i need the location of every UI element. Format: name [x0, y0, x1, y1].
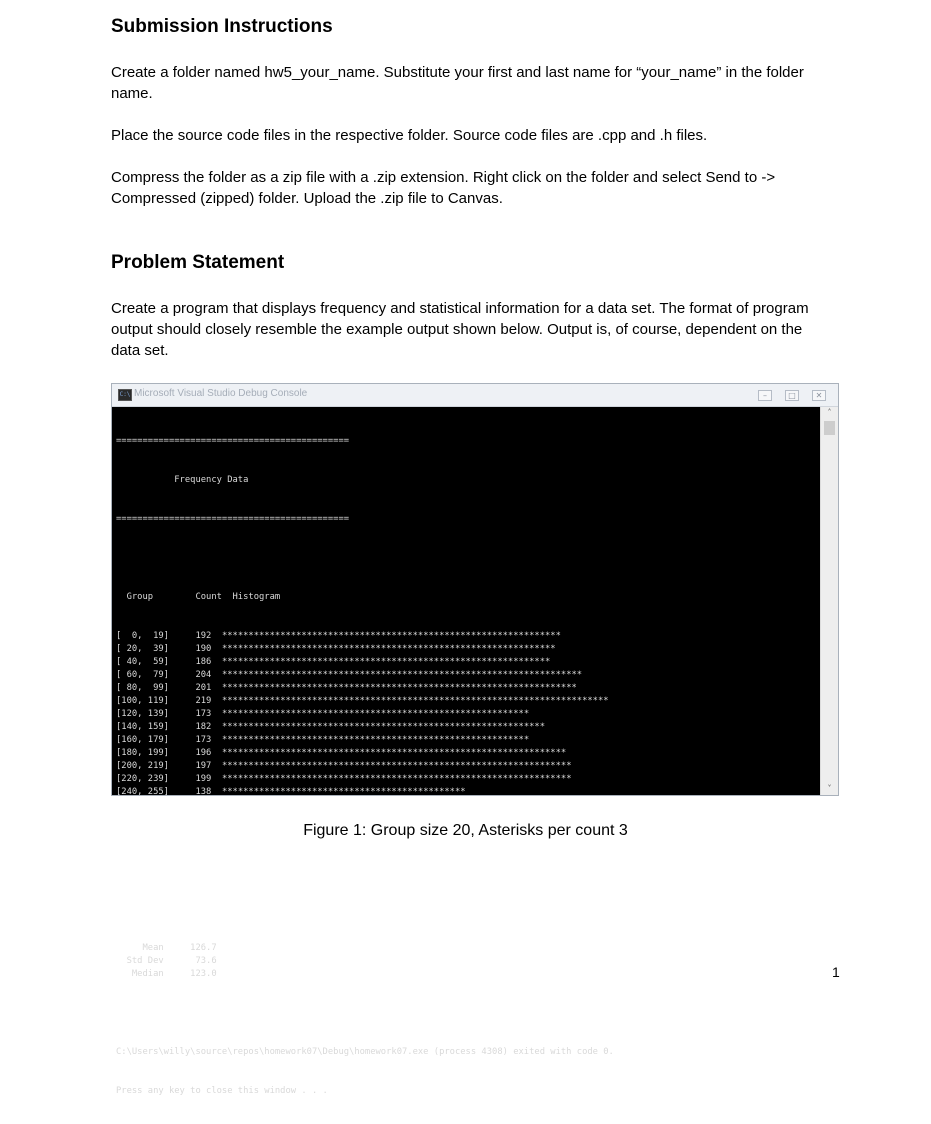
- statistic-value: 126.7: [190, 943, 217, 953]
- maximize-icon[interactable]: □: [785, 390, 799, 401]
- group-count: 192: [195, 631, 212, 641]
- group-range: [ 60, 79]: [116, 670, 169, 680]
- console-header-line: Group Count Histogram: [116, 592, 281, 602]
- histogram-bar: ******************************************************************: [221, 774, 572, 784]
- histogram-row: [116, 682, 816, 695]
- group-count: 173: [195, 735, 212, 745]
- group-count: 138: [195, 787, 212, 797]
- histogram-bar: **********************************************: [221, 787, 466, 797]
- group-range: [ 40, 59]: [116, 657, 169, 667]
- group-range: [220, 239]: [116, 774, 169, 784]
- submission-paragraph-source: Place the source code files in the respective folder. Source code files are .cpp and .h files.: [111, 127, 708, 144]
- group-range: [ 20, 39]: [116, 644, 169, 654]
- page-number: 1: [832, 964, 840, 980]
- console-scrollbar[interactable]: [820, 407, 838, 795]
- statistic-value: 73.6: [190, 956, 217, 966]
- problem-heading: Problem Statement: [111, 252, 285, 273]
- histogram-row: [116, 721, 816, 734]
- console-titlebar[interactable]: [112, 384, 838, 407]
- group-range: [140, 159]: [116, 722, 169, 732]
- histogram-row: [116, 669, 816, 682]
- group-range: [ 0, 19]: [116, 631, 169, 641]
- histogram-bar: ****************************************************************: [221, 631, 561, 641]
- histogram-bar: **********************************************************: [221, 735, 530, 745]
- statistic-row: [116, 942, 816, 955]
- minimize-icon[interactable]: –: [758, 390, 772, 401]
- group-count: 197: [195, 761, 212, 771]
- histogram-row: [116, 656, 816, 669]
- console-prompt-line: Press any key to close this window . . .: [116, 1086, 328, 1096]
- submission-paragraph-compress: Compress the folder as a zip file with a .zip extension. Right click on the folder and select Send to -> Compressed (zipped) folder. Upload the .zip file to Canvas.: [111, 169, 776, 207]
- group-count: 201: [195, 683, 212, 693]
- histogram-row: [116, 695, 816, 708]
- statistic-label: Median: [116, 969, 164, 979]
- group-range: [160, 179]: [116, 735, 169, 745]
- histogram-bar: ******************************************************************: [221, 761, 572, 771]
- histogram-row: [116, 773, 816, 786]
- scroll-down-icon[interactable]: ˅: [827, 784, 832, 793]
- histogram-bar: *************************************************************************: [221, 696, 609, 706]
- histogram-bar: **************************************************************: [221, 657, 551, 667]
- group-count: 173: [195, 709, 212, 719]
- histogram-row: [116, 786, 816, 799]
- histogram-bar: ********************************************************************: [221, 670, 583, 680]
- statistic-label: Mean: [116, 943, 164, 953]
- group-range: [200, 219]: [116, 761, 169, 771]
- submission-paragraph-folder: Create a folder named hw5_your_name. Substitute your first and last name for “your_name” in the folder name.: [111, 64, 804, 102]
- statistic-row: [116, 968, 816, 981]
- close-icon[interactable]: ✕: [812, 390, 826, 401]
- statistic-label: Std Dev: [116, 956, 164, 966]
- group-range: [240, 255]: [116, 787, 169, 797]
- group-count: 219: [195, 696, 212, 706]
- statistics-rows: [116, 942, 816, 981]
- group-count: 204: [195, 670, 212, 680]
- scroll-up-icon[interactable]: ˄: [827, 408, 832, 417]
- histogram-bar: *******************************************************************: [221, 683, 577, 693]
- problem-paragraph: Create a program that displays frequency and statistical information for a data set. The format of program output should closely resemble the example output shown below. Output is, of course, dependent on the data set.: [111, 300, 809, 359]
- figure-caption: Figure 1: Group size 20, Asterisks per count 3: [303, 822, 628, 839]
- histogram-row: [116, 747, 816, 760]
- histogram-row: [116, 630, 816, 643]
- histogram-bar: ***************************************************************: [221, 644, 556, 654]
- group-count: 186: [195, 657, 212, 667]
- group-count: 190: [195, 644, 212, 654]
- console-rule-top: ============================================: [116, 436, 350, 446]
- console-title-line: Frequency Data: [116, 475, 249, 485]
- group-range: [100, 119]: [116, 696, 169, 706]
- console-exit-line: C:\Users\willy\source\repos\homework07\Debug\homework07.exe (process 4308) exited with code 0.: [116, 1047, 614, 1057]
- console-window-title: Microsoft Visual Studio Debug Console: [134, 388, 308, 399]
- group-count: 196: [195, 748, 212, 758]
- console-app-icon: C:\: [118, 389, 132, 401]
- group-range: [ 80, 99]: [116, 683, 169, 693]
- histogram-row: [116, 708, 816, 721]
- histogram-row: [116, 760, 816, 773]
- console-output: [116, 409, 816, 1124]
- group-count: 199: [195, 774, 212, 784]
- statistic-value: 123.0: [190, 969, 217, 979]
- submission-heading: Submission Instructions: [111, 16, 333, 37]
- histogram-bar: *****************************************************************: [221, 748, 567, 758]
- group-range: [120, 139]: [116, 709, 169, 719]
- histogram-row: [116, 643, 816, 656]
- histogram-row: [116, 734, 816, 747]
- group-range: [180, 199]: [116, 748, 169, 758]
- scroll-thumb[interactable]: [824, 421, 835, 435]
- console-rule-bottom: ============================================: [116, 514, 350, 524]
- histogram-bar: **********************************************************: [221, 709, 530, 719]
- statistic-row: [116, 955, 816, 968]
- group-count: 182: [195, 722, 212, 732]
- histogram-bar: *************************************************************: [221, 722, 546, 732]
- histogram-rows: [116, 630, 816, 799]
